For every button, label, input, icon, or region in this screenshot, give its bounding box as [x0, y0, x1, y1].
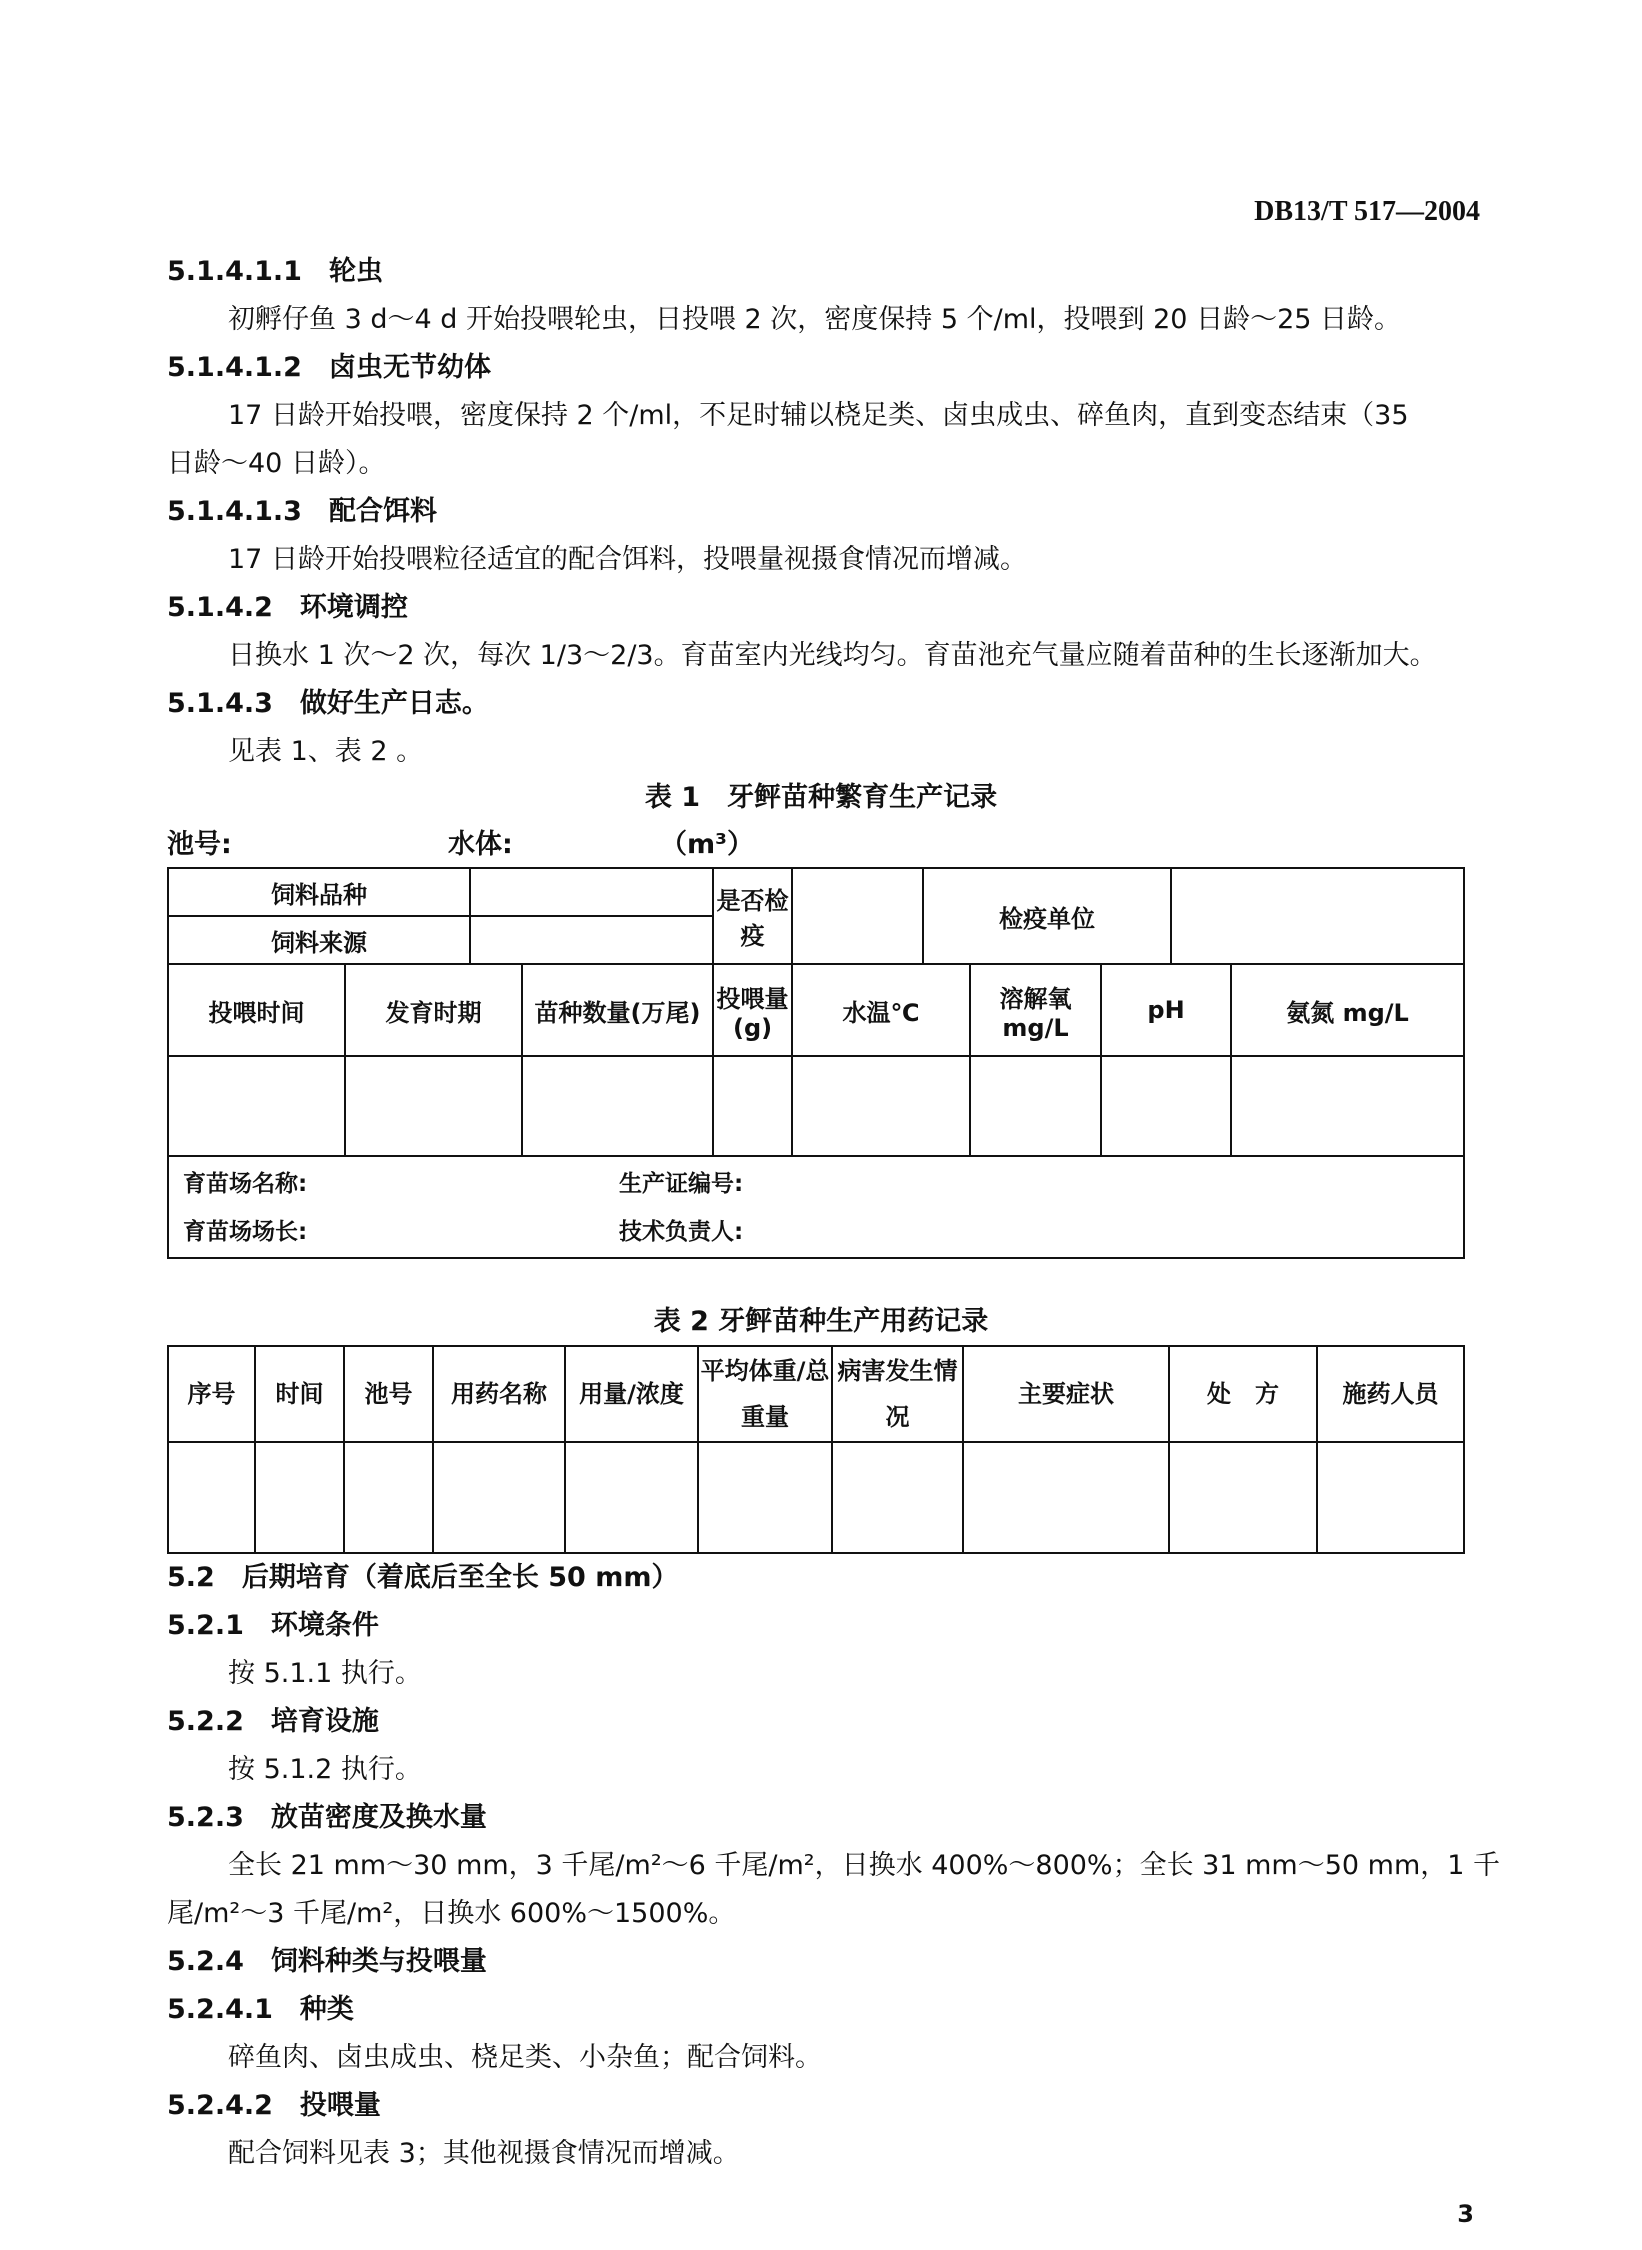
- hatchery-head-label: 育苗场场长:: [183, 1219, 308, 1245]
- tech-lead-label: 技术负责人:: [619, 1219, 744, 1245]
- standard-number: DB13/T 517—2004: [1254, 196, 1480, 227]
- text-line: 5.2.4.1 种类: [167, 1994, 354, 2025]
- col-header: 苗种数量(万尾): [522, 964, 713, 1056]
- text-line: 按 5.1.1 执行。: [228, 1658, 422, 1689]
- text-line: 全长 21 mm～30 mm，3 千尾/m²～6 千尾/m²，日换水 400%～800%；全长 31 mm～50 mm，1 千: [228, 1850, 1501, 1881]
- col-header: 溶解氧 mg/L: [970, 964, 1101, 1056]
- quarantined-cell[interactable]: [792, 868, 923, 964]
- text-line: 5.1.4.1.3 配合饵料: [167, 496, 437, 527]
- col-header: 用量/浓度: [565, 1346, 698, 1442]
- text-line: 5.2.4 饲料种类与投喂量: [167, 1946, 487, 1977]
- col-header: 主要症状: [963, 1346, 1169, 1442]
- text-line: 17 日龄开始投喂，密度保持 2 个/ml，不足时辅以桡足类、卤虫成虫、碎鱼肉，直到变态结束（35: [228, 400, 1409, 431]
- text-line: 5.1.4.1.1 轮虫: [167, 256, 383, 287]
- data-cell[interactable]: [713, 1056, 792, 1156]
- text-line: 5.2.4.2 投喂量: [167, 2090, 381, 2121]
- table1-breeding-record: [167, 867, 1465, 1259]
- data-cell[interactable]: [832, 1442, 963, 1553]
- col-header: 发育时期: [345, 964, 522, 1056]
- col-header: 投喂时间: [168, 964, 345, 1056]
- col-header: 用药名称: [433, 1346, 565, 1442]
- text-line: 17 日龄开始投喂粒径适宜的配合饵料，投喂量视摄食情况而增减。: [228, 544, 1027, 575]
- text-line: 配合饲料见表 3；其他视摄食情况而增减。: [228, 2138, 740, 2169]
- page-number: 3: [1457, 2200, 1474, 2228]
- data-cell[interactable]: [963, 1442, 1169, 1553]
- data-cell[interactable]: [970, 1056, 1101, 1156]
- table2-title: 表 2 牙鲆苗种生产用药记录: [653, 1306, 989, 1337]
- quarantine-unit-label: 检疫单位: [923, 868, 1171, 964]
- col-header: 施药人员: [1317, 1346, 1464, 1442]
- feed-source-label: 饲料来源: [168, 916, 470, 964]
- text-line: 5.2 后期培育（着底后至全长 50 mm）: [167, 1562, 679, 1593]
- data-cell[interactable]: [522, 1056, 713, 1156]
- data-cell[interactable]: [698, 1442, 832, 1553]
- license-no-label: 生产证编号:: [619, 1171, 744, 1197]
- col-header: 时间: [255, 1346, 344, 1442]
- col-header: 投喂量(g): [713, 964, 792, 1056]
- col-header: 氨氮 mg/L: [1231, 964, 1464, 1056]
- text-line: 见表 1、表 2 。: [228, 736, 424, 767]
- feed-type-label: 饲料品种: [168, 868, 470, 916]
- data-cell[interactable]: [168, 1056, 345, 1156]
- col-header: 处 方: [1169, 1346, 1317, 1442]
- feed-type-cell[interactable]: [470, 868, 713, 916]
- text-line: 5.1.4.1.2 卤虫无节幼体: [167, 352, 491, 383]
- table1-title: 表 1 牙鲆苗种繁育生产记录: [644, 782, 998, 813]
- quarantined-label: 是否检疫: [713, 868, 792, 964]
- col-header: 水温℃: [792, 964, 970, 1056]
- data-cell[interactable]: [344, 1442, 433, 1553]
- text-line: 日换水 1 次～2 次，每次 1/3～2/3。育苗室内光线均匀。育苗池充气量应随着苗种的生长逐渐加大。: [228, 640, 1437, 671]
- pool-label: 池号:: [167, 829, 232, 860]
- text-line: 5.2.3 放苗密度及换水量: [167, 1802, 487, 1833]
- text-line: 按 5.1.2 执行。: [228, 1754, 422, 1785]
- volume-label: 水体:: [448, 829, 513, 860]
- data-cell[interactable]: [1101, 1056, 1231, 1156]
- text-line: 5.2.1 环境条件: [167, 1610, 379, 1641]
- text-line: 5.1.4.3 做好生产日志。: [167, 688, 489, 719]
- col-header: 平均体重/总重量: [698, 1346, 832, 1442]
- data-cell[interactable]: [168, 1442, 255, 1553]
- data-cell[interactable]: [1231, 1056, 1464, 1156]
- data-cell[interactable]: [1169, 1442, 1317, 1553]
- col-header: pH: [1101, 964, 1231, 1056]
- table2-medication-record: [167, 1345, 1465, 1554]
- text-line: 5.1.4.2 环境调控: [167, 592, 408, 623]
- feed-source-cell[interactable]: [470, 916, 713, 964]
- col-header: 病害发生情况: [832, 1346, 963, 1442]
- col-header: 序号: [168, 1346, 255, 1442]
- text-line: 碎鱼肉、卤虫成虫、桡足类、小杂鱼；配合饲料。: [228, 2042, 822, 2073]
- volume-unit: （m³）: [660, 829, 754, 860]
- data-cell[interactable]: [345, 1056, 522, 1156]
- data-cell[interactable]: [1317, 1442, 1464, 1553]
- data-cell[interactable]: [433, 1442, 565, 1553]
- hatchery-name-label: 育苗场名称:: [183, 1171, 308, 1197]
- text-line: 初孵仔鱼 3 d～4 d 开始投喂轮虫，日投喂 2 次，密度保持 5 个/ml，投喂到 20 日龄～25 日龄。: [228, 304, 1402, 335]
- data-cell[interactable]: [792, 1056, 970, 1156]
- data-cell[interactable]: [255, 1442, 344, 1553]
- signature-block: [168, 1156, 1464, 1258]
- data-cell[interactable]: [565, 1442, 698, 1553]
- text-line: 日龄～40 日龄）。: [167, 448, 386, 479]
- text-line: 尾/m²～3 千尾/m²，日换水 600%～1500%。: [167, 1898, 736, 1929]
- text-line: 5.2.2 培育设施: [167, 1706, 379, 1737]
- col-header: 池号: [344, 1346, 433, 1442]
- quarantine-unit-cell[interactable]: [1171, 868, 1464, 964]
